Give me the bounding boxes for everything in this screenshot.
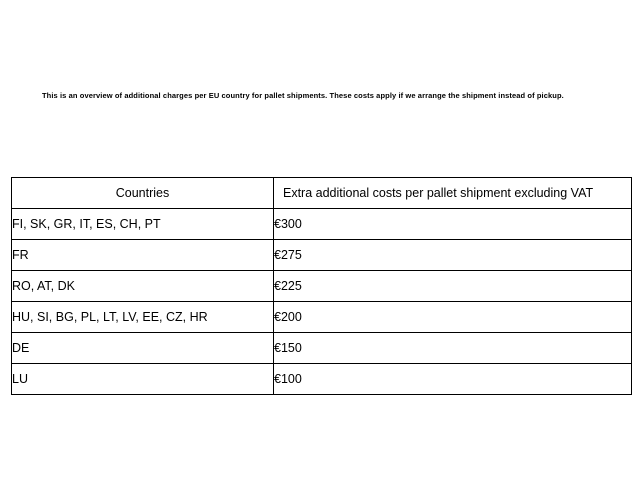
cell-cost: €225 — [274, 271, 632, 302]
cell-cost: €100 — [274, 364, 632, 395]
cell-countries: RO, AT, DK — [12, 271, 274, 302]
intro-paragraph: This is an overview of additional charges per EU country for pallet shipments. These costs apply if we arrange the shipment instead of pickup. — [42, 91, 564, 100]
table-row — [12, 333, 632, 364]
column-header-countries: Countries — [12, 178, 274, 209]
cell-cost: €275 — [274, 240, 632, 271]
column-header-cost: Extra additional costs per pallet shipment excluding VAT — [274, 178, 632, 209]
table-row — [12, 240, 632, 271]
cell-countries: FR — [12, 240, 274, 271]
table-row — [12, 209, 632, 240]
cell-cost: €300 — [274, 209, 632, 240]
table-header-row — [12, 178, 632, 209]
cell-countries: LU — [12, 364, 274, 395]
table-row — [12, 364, 632, 395]
cell-cost: €200 — [274, 302, 632, 333]
cell-countries: FI, SK, GR, IT, ES, CH, PT — [12, 209, 274, 240]
cell-countries: HU, SI, BG, PL, LT, LV, EE, CZ, HR — [12, 302, 274, 333]
table-row — [12, 302, 632, 333]
cell-cost: €150 — [274, 333, 632, 364]
cell-countries: DE — [12, 333, 274, 364]
additional-charges-table — [11, 177, 632, 395]
table-row — [12, 271, 632, 302]
